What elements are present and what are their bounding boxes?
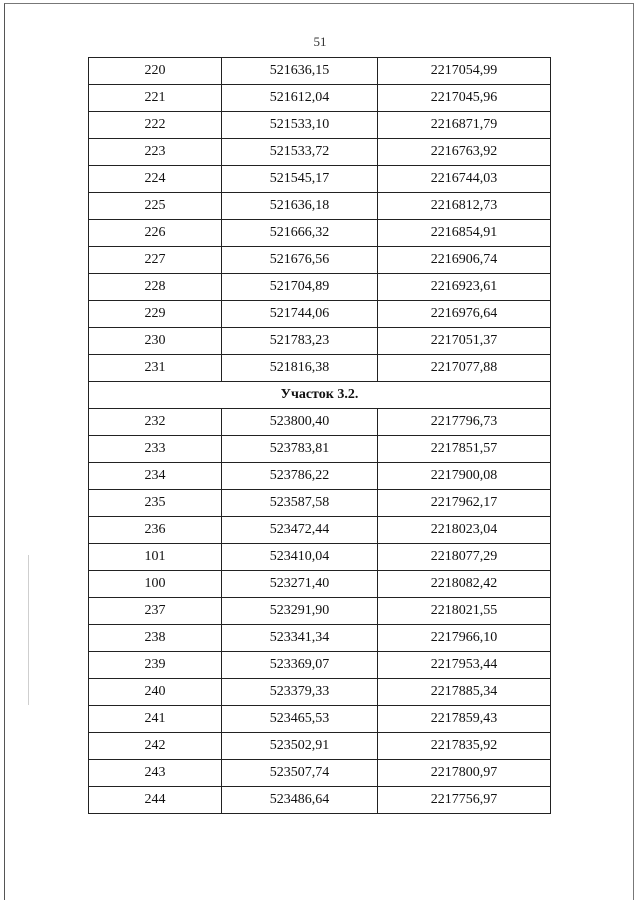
y-coordinate-cell: 2217900,08 [378, 463, 551, 490]
table-row [89, 544, 551, 571]
point-number-cell: 232 [89, 409, 222, 436]
table-row [89, 652, 551, 679]
x-coordinate-cell: 521744,06 [222, 301, 378, 328]
table-row [89, 247, 551, 274]
point-number-cell: 240 [89, 679, 222, 706]
point-number-cell: 100 [89, 571, 222, 598]
x-coordinate-cell: 521704,89 [222, 274, 378, 301]
x-coordinate-cell: 523800,40 [222, 409, 378, 436]
table-row [89, 733, 551, 760]
y-coordinate-cell: 2216871,79 [378, 112, 551, 139]
x-coordinate-cell: 523507,74 [222, 760, 378, 787]
point-number-cell: 237 [89, 598, 222, 625]
table-row [89, 139, 551, 166]
x-coordinate-cell: 523410,04 [222, 544, 378, 571]
table-row [89, 58, 551, 85]
table-row [89, 274, 551, 301]
x-coordinate-cell: 521676,56 [222, 247, 378, 274]
coordinates-table-body [89, 58, 551, 814]
table-row [89, 517, 551, 544]
y-coordinate-cell: 2217851,57 [378, 436, 551, 463]
x-coordinate-cell: 521533,72 [222, 139, 378, 166]
point-number-cell: 225 [89, 193, 222, 220]
x-coordinate-cell: 523587,58 [222, 490, 378, 517]
section-heading: Участок 3.2. [89, 382, 551, 409]
point-number-cell: 239 [89, 652, 222, 679]
y-coordinate-cell: 2217054,99 [378, 58, 551, 85]
y-coordinate-cell: 2217800,97 [378, 760, 551, 787]
y-coordinate-cell: 2217859,43 [378, 706, 551, 733]
y-coordinate-cell: 2217885,34 [378, 679, 551, 706]
point-number-cell: 101 [89, 544, 222, 571]
y-coordinate-cell: 2217045,96 [378, 85, 551, 112]
y-coordinate-cell: 2217966,10 [378, 625, 551, 652]
x-coordinate-cell: 521783,23 [222, 328, 378, 355]
point-number-cell: 229 [89, 301, 222, 328]
y-coordinate-cell: 2217077,88 [378, 355, 551, 382]
y-coordinate-cell: 2218082,42 [378, 571, 551, 598]
point-number-cell: 231 [89, 355, 222, 382]
point-number-cell: 220 [89, 58, 222, 85]
x-coordinate-cell: 523783,81 [222, 436, 378, 463]
point-number-cell: 238 [89, 625, 222, 652]
table-row [89, 760, 551, 787]
table-row [89, 706, 551, 733]
y-coordinate-cell: 2218021,55 [378, 598, 551, 625]
y-coordinate-cell: 2218077,29 [378, 544, 551, 571]
x-coordinate-cell: 523465,53 [222, 706, 378, 733]
page-number: 51 [313, 34, 327, 49]
x-coordinate-cell: 523369,07 [222, 652, 378, 679]
table-row [89, 787, 551, 814]
x-coordinate-cell: 521816,38 [222, 355, 378, 382]
table-row [89, 112, 551, 139]
y-coordinate-cell: 2217962,17 [378, 490, 551, 517]
point-number-cell: 243 [89, 760, 222, 787]
table-row [89, 625, 551, 652]
table-row [89, 409, 551, 436]
x-coordinate-cell: 521666,32 [222, 220, 378, 247]
y-coordinate-cell: 2218023,04 [378, 517, 551, 544]
table-row [89, 193, 551, 220]
y-coordinate-cell: 2217051,37 [378, 328, 551, 355]
section-row [89, 382, 551, 409]
point-number-cell: 221 [89, 85, 222, 112]
table-row [89, 301, 551, 328]
point-number-cell: 233 [89, 436, 222, 463]
point-number-cell: 223 [89, 139, 222, 166]
point-number-cell: 234 [89, 463, 222, 490]
y-coordinate-cell: 2217953,44 [378, 652, 551, 679]
coordinates-table [88, 57, 551, 814]
x-coordinate-cell: 521545,17 [222, 166, 378, 193]
point-number-cell: 230 [89, 328, 222, 355]
point-number-cell: 228 [89, 274, 222, 301]
table-row [89, 328, 551, 355]
x-coordinate-cell: 521533,10 [222, 112, 378, 139]
table-row [89, 571, 551, 598]
y-coordinate-cell: 2217835,92 [378, 733, 551, 760]
x-coordinate-cell: 523786,22 [222, 463, 378, 490]
point-number-cell: 242 [89, 733, 222, 760]
point-number-cell: 226 [89, 220, 222, 247]
point-number-cell: 224 [89, 166, 222, 193]
table-row [89, 679, 551, 706]
point-number-cell: 244 [89, 787, 222, 814]
table-row [89, 463, 551, 490]
table-row [89, 598, 551, 625]
x-coordinate-cell: 521636,15 [222, 58, 378, 85]
x-coordinate-cell: 521636,18 [222, 193, 378, 220]
x-coordinate-cell: 523291,90 [222, 598, 378, 625]
table-row [89, 355, 551, 382]
y-coordinate-cell: 2216744,03 [378, 166, 551, 193]
point-number-cell: 241 [89, 706, 222, 733]
x-coordinate-cell: 523271,40 [222, 571, 378, 598]
table-row [89, 166, 551, 193]
x-coordinate-cell: 523379,33 [222, 679, 378, 706]
x-coordinate-cell: 521612,04 [222, 85, 378, 112]
table-row [89, 436, 551, 463]
y-coordinate-cell: 2216854,91 [378, 220, 551, 247]
x-coordinate-cell: 523341,34 [222, 625, 378, 652]
table-row [89, 220, 551, 247]
y-coordinate-cell: 2217796,73 [378, 409, 551, 436]
point-number-cell: 222 [89, 112, 222, 139]
x-coordinate-cell: 523472,44 [222, 517, 378, 544]
table-row [89, 490, 551, 517]
x-coordinate-cell: 523502,91 [222, 733, 378, 760]
table-row [89, 85, 551, 112]
point-number-cell: 236 [89, 517, 222, 544]
y-coordinate-cell: 2216976,64 [378, 301, 551, 328]
point-number-cell: 235 [89, 490, 222, 517]
point-number-cell: 227 [89, 247, 222, 274]
y-coordinate-cell: 2216812,73 [378, 193, 551, 220]
y-coordinate-cell: 2216923,61 [378, 274, 551, 301]
y-coordinate-cell: 2216906,74 [378, 247, 551, 274]
y-coordinate-cell: 2217756,97 [378, 787, 551, 814]
scan-mark [28, 555, 29, 705]
x-coordinate-cell: 523486,64 [222, 787, 378, 814]
y-coordinate-cell: 2216763,92 [378, 139, 551, 166]
